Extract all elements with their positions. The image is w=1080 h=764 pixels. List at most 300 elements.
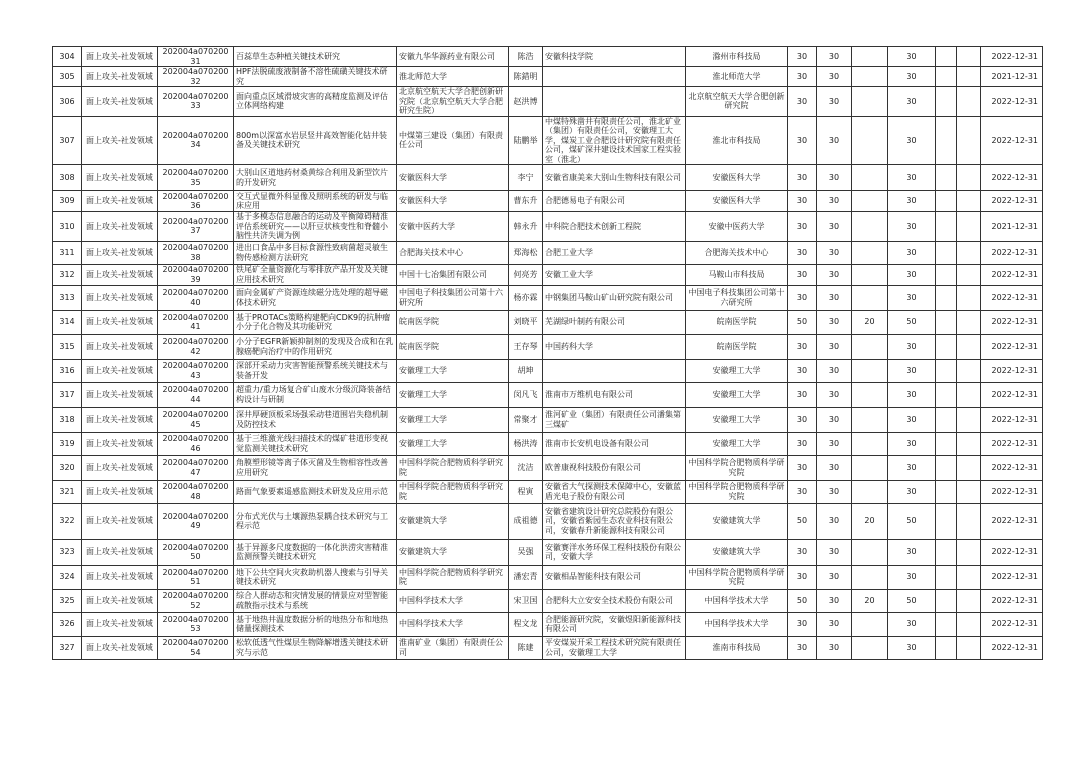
table-row <box>53 407 1043 432</box>
cell-fund-5 <box>957 480 981 503</box>
cell-total: 30 <box>788 212 817 242</box>
cell-fund-2 <box>852 165 888 191</box>
cell-fund-4 <box>936 612 957 636</box>
cell-fund-3: 50 <box>888 310 936 334</box>
cell-recommender: 中国科学院合肥物质科学研究院 <box>686 565 788 589</box>
cell-fund-5 <box>957 87 981 117</box>
cell-code: 202004a07020051 <box>158 565 234 589</box>
cell-leader: 郑海松 <box>509 241 543 264</box>
cell-fund-4 <box>936 241 957 264</box>
cell-code: 202004a07020048 <box>158 480 234 503</box>
cell-fund-1: 30 <box>817 565 852 589</box>
table-row <box>53 47 1043 67</box>
cell-fund-5 <box>957 539 981 565</box>
table-row <box>53 612 1043 636</box>
cell-fund-3: 30 <box>888 334 936 359</box>
cell-no: 314 <box>53 310 82 334</box>
cell-partner: 中国药科大学 <box>543 334 686 359</box>
table-row <box>53 539 1043 565</box>
cell-fund-1: 30 <box>817 334 852 359</box>
cell-fund-5 <box>957 503 981 539</box>
table-row <box>53 359 1043 382</box>
cell-unit: 中国科学技术大学 <box>397 589 509 612</box>
cell-no: 311 <box>53 241 82 264</box>
cell-unit: 安徽医科大学 <box>397 165 509 191</box>
cell-recommender: 滁州市科技局 <box>686 47 788 67</box>
cell-partner: 安徽相品智能科技有限公司 <box>543 565 686 589</box>
cell-partner: 合肥科大立安安全技术股份有限公司 <box>543 589 686 612</box>
cell-partner: 安徽科技学院 <box>543 47 686 67</box>
cell-project-name: 小分子EGFR新颖抑制剂的发现及合成和在乳腺癌靶向治疗中的作用研究 <box>234 334 397 359</box>
cell-fund-2 <box>852 359 888 382</box>
cell-fund-5 <box>957 116 981 165</box>
cell-total: 50 <box>788 310 817 334</box>
cell-no: 313 <box>53 285 82 310</box>
table-row <box>53 455 1043 480</box>
cell-recommender: 中国科学技术大学 <box>686 612 788 636</box>
cell-leader: 曹东升 <box>509 191 543 212</box>
cell-fund-2 <box>852 87 888 117</box>
cell-end-date: 2022-12-31 <box>981 503 1043 539</box>
cell-fund-3: 30 <box>888 565 936 589</box>
cell-category: 面上攻关-社发领域 <box>82 407 158 432</box>
cell-category: 面上攻关-社发领域 <box>82 334 158 359</box>
cell-fund-4 <box>936 310 957 334</box>
cell-end-date: 2021-12-31 <box>981 67 1043 87</box>
cell-fund-3: 30 <box>888 116 936 165</box>
cell-end-date: 2022-12-31 <box>981 480 1043 503</box>
cell-partner <box>543 87 686 117</box>
cell-code: 202004a07020043 <box>158 359 234 382</box>
cell-fund-5 <box>957 67 981 87</box>
cell-project-name: 交互式显微外科显像及照明系统的研发与临床应用 <box>234 191 397 212</box>
cell-fund-1: 30 <box>817 636 852 659</box>
cell-code: 202004a07020041 <box>158 310 234 334</box>
cell-fund-2 <box>852 212 888 242</box>
cell-recommender: 皖南医学院 <box>686 334 788 359</box>
cell-unit: 中国科学技术大学 <box>397 612 509 636</box>
cell-leader: 陈錯明 <box>509 67 543 87</box>
cell-leader: 潘宏青 <box>509 565 543 589</box>
cell-partner: 安徽赛洋水务环保工程科技股份有限公司，安徽大学 <box>543 539 686 565</box>
cell-category: 面上攻关-社发领域 <box>82 116 158 165</box>
cell-category: 面上攻关-社发领域 <box>82 212 158 242</box>
cell-fund-1: 30 <box>817 310 852 334</box>
cell-fund-5 <box>957 455 981 480</box>
cell-fund-3: 30 <box>888 636 936 659</box>
cell-category: 面上攻关-社发领域 <box>82 87 158 117</box>
cell-end-date: 2022-12-31 <box>981 612 1043 636</box>
cell-partner: 合肥工业大学 <box>543 241 686 264</box>
table-row <box>53 432 1043 455</box>
cell-code: 202004a07020047 <box>158 455 234 480</box>
cell-fund-2 <box>852 285 888 310</box>
table-row <box>53 165 1043 191</box>
cell-partner: 淮南市长安机电设备有限公司 <box>543 432 686 455</box>
cell-no: 304 <box>53 47 82 67</box>
cell-unit: 中国科学院合肥物质科学研究院 <box>397 455 509 480</box>
cell-fund-2 <box>852 334 888 359</box>
cell-fund-3: 50 <box>888 589 936 612</box>
cell-leader: 杨亦霖 <box>509 285 543 310</box>
cell-fund-1: 30 <box>817 165 852 191</box>
cell-recommender: 安徽理工大学 <box>686 359 788 382</box>
cell-total: 30 <box>788 612 817 636</box>
cell-recommender: 淮北市科技局 <box>686 116 788 165</box>
cell-fund-1: 30 <box>817 455 852 480</box>
cell-leader: 韩永升 <box>509 212 543 242</box>
cell-fund-5 <box>957 407 981 432</box>
cell-code: 202004a07020038 <box>158 241 234 264</box>
cell-leader: 吴强 <box>509 539 543 565</box>
cell-end-date: 2022-12-31 <box>981 565 1043 589</box>
cell-project-name: 路面气象要素遥感监测技术研发及应用示范 <box>234 480 397 503</box>
cell-fund-5 <box>957 359 981 382</box>
cell-fund-1: 30 <box>817 67 852 87</box>
cell-code: 202004a07020054 <box>158 636 234 659</box>
cell-category: 面上攻关-社发领域 <box>82 432 158 455</box>
cell-fund-4 <box>936 455 957 480</box>
cell-no: 309 <box>53 191 82 212</box>
cell-recommender: 安徽医科大学 <box>686 165 788 191</box>
cell-unit: 安徽建筑大学 <box>397 539 509 565</box>
cell-total: 30 <box>788 241 817 264</box>
cell-end-date: 2022-12-31 <box>981 359 1043 382</box>
cell-fund-2 <box>852 47 888 67</box>
cell-project-name: 百蕊草生态种植关键技术研究 <box>234 47 397 67</box>
cell-fund-2 <box>852 407 888 432</box>
cell-no: 327 <box>53 636 82 659</box>
cell-project-name: 面向金属矿产资源连续磁分选处理的超导磁体技术研究 <box>234 285 397 310</box>
cell-leader: 杨洪涛 <box>509 432 543 455</box>
cell-no: 305 <box>53 67 82 87</box>
cell-fund-4 <box>936 285 957 310</box>
cell-fund-4 <box>936 264 957 285</box>
cell-fund-3: 30 <box>888 87 936 117</box>
cell-project-name: 地下公共空间火灾救助机器人搜索与引导关键技术研究 <box>234 565 397 589</box>
cell-unit: 中国电子科技集团公司第十六研究所 <box>397 285 509 310</box>
cell-recommender: 淮北师范大学 <box>686 67 788 87</box>
cell-fund-1: 30 <box>817 432 852 455</box>
cell-fund-1: 30 <box>817 116 852 165</box>
cell-end-date: 2022-12-31 <box>981 264 1043 285</box>
cell-end-date: 2022-12-31 <box>981 285 1043 310</box>
cell-recommender: 安徽建筑大学 <box>686 539 788 565</box>
cell-fund-2 <box>852 382 888 407</box>
cell-unit: 中国科学院合肥物质科学研究院 <box>397 480 509 503</box>
cell-unit: 皖南医学院 <box>397 310 509 334</box>
cell-unit: 安徽九华华源药业有限公司 <box>397 47 509 67</box>
cell-fund-3: 30 <box>888 264 936 285</box>
cell-project-name: 松软低透气性煤层生物降解增透关键技术研究与示范 <box>234 636 397 659</box>
cell-fund-4 <box>936 539 957 565</box>
table-row <box>53 503 1043 539</box>
cell-no: 307 <box>53 116 82 165</box>
cell-fund-1: 30 <box>817 212 852 242</box>
cell-end-date: 2022-12-31 <box>981 47 1043 67</box>
table-row <box>53 310 1043 334</box>
cell-fund-5 <box>957 241 981 264</box>
cell-fund-4 <box>936 382 957 407</box>
cell-total: 30 <box>788 359 817 382</box>
cell-code: 202004a07020046 <box>158 432 234 455</box>
cell-leader: 闵凡飞 <box>509 382 543 407</box>
cell-leader: 常聚才 <box>509 407 543 432</box>
cell-fund-1: 30 <box>817 264 852 285</box>
cell-unit: 淮北师范大学 <box>397 67 509 87</box>
cell-recommender: 淮南市科技局 <box>686 636 788 659</box>
cell-leader: 王存琴 <box>509 334 543 359</box>
cell-fund-5 <box>957 589 981 612</box>
cell-total: 50 <box>788 589 817 612</box>
cell-total: 30 <box>788 87 817 117</box>
cell-fund-2 <box>852 116 888 165</box>
project-table <box>52 46 1043 660</box>
cell-no: 322 <box>53 503 82 539</box>
cell-total: 30 <box>788 455 817 480</box>
table-row <box>53 87 1043 117</box>
cell-no: 308 <box>53 165 82 191</box>
cell-no: 312 <box>53 264 82 285</box>
table-row <box>53 241 1043 264</box>
cell-end-date: 2022-12-31 <box>981 116 1043 165</box>
table-row <box>53 67 1043 87</box>
cell-fund-1: 30 <box>817 359 852 382</box>
cell-recommender: 安徽理工大学 <box>686 407 788 432</box>
cell-code: 202004a07020053 <box>158 612 234 636</box>
cell-partner: 安徽省大气探测技术保障中心，安徽蓝盾光电子股份有限公司 <box>543 480 686 503</box>
cell-recommender: 安徽中医药大学 <box>686 212 788 242</box>
cell-no: 323 <box>53 539 82 565</box>
cell-code: 202004a07020037 <box>158 212 234 242</box>
cell-fund-3: 30 <box>888 285 936 310</box>
cell-project-name: 超重力/重力场复合矿山废水分级沉降装备结构设计与研制 <box>234 382 397 407</box>
cell-fund-4 <box>936 359 957 382</box>
cell-category: 面上攻关-社发领域 <box>82 455 158 480</box>
cell-fund-5 <box>957 212 981 242</box>
cell-fund-2 <box>852 455 888 480</box>
cell-fund-3: 30 <box>888 612 936 636</box>
cell-code: 202004a07020045 <box>158 407 234 432</box>
cell-fund-2 <box>852 432 888 455</box>
cell-fund-5 <box>957 264 981 285</box>
table-row <box>53 264 1043 285</box>
cell-fund-2 <box>852 539 888 565</box>
cell-partner: 淮南市万维机电有限公司 <box>543 382 686 407</box>
cell-partner <box>543 67 686 87</box>
cell-category: 面上攻关-社发领域 <box>82 191 158 212</box>
cell-end-date: 2022-12-31 <box>981 539 1043 565</box>
cell-project-name: 面向重点区域滑坡灾害的高精度监测及评估立体网络构建 <box>234 87 397 117</box>
project-table-sheet <box>52 46 1042 660</box>
cell-partner: 安徽工业大学 <box>543 264 686 285</box>
cell-fund-4 <box>936 432 957 455</box>
cell-end-date: 2022-12-31 <box>981 455 1043 480</box>
cell-no: 321 <box>53 480 82 503</box>
cell-recommender: 中国电子科技集团公司第十六研究所 <box>686 285 788 310</box>
table-row <box>53 565 1043 589</box>
cell-leader: 成祖德 <box>509 503 543 539</box>
cell-category: 面上攻关-社发领域 <box>82 480 158 503</box>
cell-end-date: 2022-12-31 <box>981 165 1043 191</box>
cell-end-date: 2022-12-31 <box>981 432 1043 455</box>
cell-no: 316 <box>53 359 82 382</box>
cell-code: 202004a07020044 <box>158 382 234 407</box>
cell-fund-4 <box>936 165 957 191</box>
cell-fund-5 <box>957 310 981 334</box>
cell-recommender: 中国科学院合肥物质科学研究院 <box>686 455 788 480</box>
cell-no: 315 <box>53 334 82 359</box>
cell-fund-2 <box>852 191 888 212</box>
cell-unit: 中国十七冶集团有限公司 <box>397 264 509 285</box>
table-row <box>53 382 1043 407</box>
cell-unit: 安徽理工大学 <box>397 407 509 432</box>
cell-fund-4 <box>936 116 957 165</box>
cell-unit: 淮南矿业（集团）有限责任公司 <box>397 636 509 659</box>
cell-recommender: 中国科学技术大学 <box>686 589 788 612</box>
cell-total: 30 <box>788 67 817 87</box>
cell-no: 319 <box>53 432 82 455</box>
cell-fund-5 <box>957 382 981 407</box>
cell-end-date: 2022-12-31 <box>981 241 1043 264</box>
cell-no: 320 <box>53 455 82 480</box>
cell-fund-1: 30 <box>817 589 852 612</box>
cell-total: 30 <box>788 47 817 67</box>
cell-total: 30 <box>788 565 817 589</box>
cell-no: 306 <box>53 87 82 117</box>
cell-no: 318 <box>53 407 82 432</box>
cell-total: 30 <box>788 539 817 565</box>
cell-fund-5 <box>957 191 981 212</box>
cell-fund-1: 30 <box>817 191 852 212</box>
cell-fund-3: 30 <box>888 407 936 432</box>
cell-code: 202004a07020040 <box>158 285 234 310</box>
cell-project-name: 综合人群动态和灾情发展的情景应对型智能疏散指示技术与系统 <box>234 589 397 612</box>
cell-category: 面上攻关-社发领域 <box>82 285 158 310</box>
cell-category: 面上攻关-社发领域 <box>82 382 158 407</box>
cell-fund-4 <box>936 67 957 87</box>
cell-fund-3: 30 <box>888 191 936 212</box>
cell-fund-2: 20 <box>852 589 888 612</box>
cell-recommender: 安徽理工大学 <box>686 382 788 407</box>
table-row <box>53 480 1043 503</box>
cell-category: 面上攻关-社发领域 <box>82 67 158 87</box>
cell-fund-3: 30 <box>888 455 936 480</box>
cell-unit: 合肥海关技术中心 <box>397 241 509 264</box>
cell-fund-5 <box>957 565 981 589</box>
cell-fund-2 <box>852 565 888 589</box>
table-body <box>53 47 1043 660</box>
cell-fund-1: 30 <box>817 241 852 264</box>
cell-fund-3: 30 <box>888 539 936 565</box>
cell-project-name: 深部开采动力灾害智能预警系统关键技术与装备开发 <box>234 359 397 382</box>
cell-recommender: 合肥海关技术中心 <box>686 241 788 264</box>
cell-total: 30 <box>788 480 817 503</box>
cell-fund-4 <box>936 407 957 432</box>
cell-fund-1: 30 <box>817 612 852 636</box>
cell-fund-3: 30 <box>888 480 936 503</box>
cell-leader: 程寅 <box>509 480 543 503</box>
cell-fund-5 <box>957 612 981 636</box>
cell-total: 30 <box>788 116 817 165</box>
cell-category: 面上攻关-社发领域 <box>82 612 158 636</box>
cell-end-date: 2022-12-31 <box>981 382 1043 407</box>
table-row <box>53 116 1043 165</box>
cell-total: 30 <box>788 165 817 191</box>
cell-fund-4 <box>936 334 957 359</box>
cell-no: 310 <box>53 212 82 242</box>
cell-category: 面上攻关-社发领域 <box>82 565 158 589</box>
cell-code: 202004a07020031 <box>158 47 234 67</box>
cell-category: 面上攻关-社发领域 <box>82 359 158 382</box>
cell-fund-3: 30 <box>888 47 936 67</box>
cell-fund-2 <box>852 636 888 659</box>
cell-fund-4 <box>936 212 957 242</box>
cell-fund-3: 30 <box>888 212 936 242</box>
cell-unit: 安徽理工大学 <box>397 359 509 382</box>
cell-code: 202004a07020033 <box>158 87 234 117</box>
cell-code: 202004a07020049 <box>158 503 234 539</box>
cell-project-name: 基于地热井温度数据分析的地热分布和地热储量探测技术 <box>234 612 397 636</box>
cell-end-date: 2021-12-31 <box>981 212 1043 242</box>
cell-code: 202004a07020034 <box>158 116 234 165</box>
table-row <box>53 589 1043 612</box>
cell-fund-3: 50 <box>888 503 936 539</box>
cell-unit: 安徽医科大学 <box>397 191 509 212</box>
cell-fund-4 <box>936 87 957 117</box>
cell-fund-5 <box>957 432 981 455</box>
cell-unit: 安徽建筑大学 <box>397 503 509 539</box>
cell-unit: 皖南医学院 <box>397 334 509 359</box>
cell-unit: 北京航空航天大学合肥创新研究院（北京航空航天大学合肥研究生院） <box>397 87 509 117</box>
cell-fund-2 <box>852 241 888 264</box>
table-row <box>53 212 1043 242</box>
cell-project-name: 基于三维激光线扫描技术的煤矿巷道形变视觉监测关键技术研究 <box>234 432 397 455</box>
cell-fund-2 <box>852 67 888 87</box>
cell-category: 面上攻关-社发领域 <box>82 589 158 612</box>
cell-fund-4 <box>936 636 957 659</box>
cell-category: 面上攻关-社发领域 <box>82 636 158 659</box>
cell-end-date: 2022-12-31 <box>981 191 1043 212</box>
cell-partner: 平安煤炭开采工程技术研究院有限责任公司，安徽理工大学 <box>543 636 686 659</box>
cell-code: 202004a07020035 <box>158 165 234 191</box>
cell-fund-5 <box>957 165 981 191</box>
cell-category: 面上攻关-社发领域 <box>82 165 158 191</box>
cell-no: 317 <box>53 382 82 407</box>
cell-recommender: 安徽医科大学 <box>686 191 788 212</box>
cell-end-date: 2022-12-31 <box>981 334 1043 359</box>
cell-fund-2 <box>852 480 888 503</box>
cell-total: 30 <box>788 191 817 212</box>
cell-leader: 陆鹏举 <box>509 116 543 165</box>
cell-total: 50 <box>788 503 817 539</box>
cell-partner: 安徽省康美来大别山生物科技有限公司 <box>543 165 686 191</box>
cell-recommender: 北京航空航天大学合肥创新研究院 <box>686 87 788 117</box>
cell-leader: 宋卫国 <box>509 589 543 612</box>
cell-code: 202004a07020042 <box>158 334 234 359</box>
table-row <box>53 285 1043 310</box>
cell-recommender: 安徽理工大学 <box>686 432 788 455</box>
cell-fund-1: 30 <box>817 285 852 310</box>
cell-fund-4 <box>936 480 957 503</box>
cell-project-name: HPF法脱硫废液制备不溶性硫磺关键技术研究 <box>234 67 397 87</box>
cell-unit: 中煤第三建设（集团）有限责任公司 <box>397 116 509 165</box>
cell-total: 30 <box>788 334 817 359</box>
cell-fund-1: 30 <box>817 87 852 117</box>
cell-total: 30 <box>788 636 817 659</box>
cell-total: 30 <box>788 407 817 432</box>
cell-partner: 欧普康视科技股份有限公司 <box>543 455 686 480</box>
